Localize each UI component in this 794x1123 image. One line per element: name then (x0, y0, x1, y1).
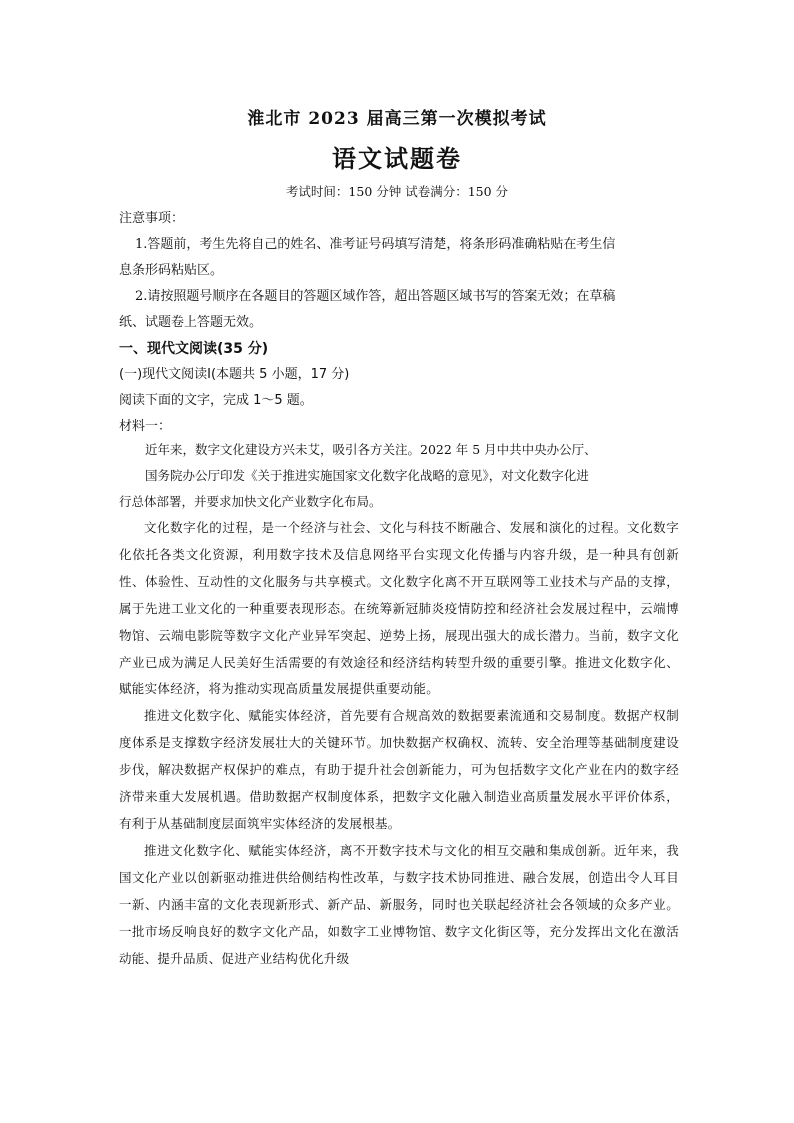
para1-line-2: 国务院办公厅印发《关于推进实施国家文化数字化战略的意见》，对文化数字化进 (145, 468, 589, 483)
passage-block (119, 437, 679, 972)
paragraph-4: 推进文化数字化、赋能实体经济，离不开数字技术与文化的相互交融和集成创新。近年来，我国文化产业以创新驱动推进供给侧结构性改革，与数字技术协同推进、融合发展，创造出令人耳目一新、内涵丰富的文化表现新形式、新产品、新服务，同时也关联起经济社会各领域的众多产业。一批市场反响良好的数字文化产品，如数字工业博物馆、数字文化街区等，充分发挥出文化在激活动能、提升品质、促进产业结构优化升级 (119, 842, 679, 966)
paragraph-3: 推进文化数字化、赋能实体经济，首先要有合规高效的数据要素流通和交易制度。数据产权制度体系是支撑数字经济发展壮大的关键环节。加快数据产权确权、流转、安全治理等基础制度建设步伐，解决数据产权保护的难点，有助于提升社会创新能力，可为包括数字文化产业在内的数字经济带来重大发展机遇。借助数据产权制度体系，把数字文化融入制造业高质量发展水平评价体系，有利于从基础制度层面筑牢实体经济的发展根基。 (119, 708, 679, 831)
notes-block (119, 206, 679, 440)
notes-heading: 注意事项： (119, 211, 185, 226)
reading-instruction: 阅读下面的文字，完成 1～5 题。 (119, 393, 313, 408)
note-item-1-line-1: 1.答题前，考生先将自己的姓名、准考证号码填写清楚，将条形码准确粘贴在考生信 (135, 237, 616, 252)
material-label: 材料一： (119, 419, 172, 434)
exam-title: 淮北市 2023 届高三第一次模拟考试 (247, 109, 547, 129)
exam-info: 考试时间：150 分钟 试卷满分：150 分 (285, 184, 509, 199)
section-heading: 一、现代文阅读(35 分) (119, 341, 269, 357)
note-item-2-line-1: 2.请按照题号顺序在各题目的答题区域作答，超出答题区域书写的答案无效；在草稿 (135, 289, 616, 304)
para1-line-3: 行总体部署，并要求加快文化产业数字化布局。 (119, 494, 382, 509)
note-item-2-line-2: 纸、试题卷上答题无效。 (119, 315, 263, 330)
para1-line-1: 近年来，数字文化建设方兴未艾，吸引各方关注。2022 年 5 月中共中央办公厅、 (145, 442, 597, 457)
subject-title: 语文试题卷 (332, 144, 462, 173)
paragraph-2: 文化数字化的过程，是一个经济与社会、文化与科技不断融合、发展和演化的过程。文化数字化依托各类文化资源，利用数字技术及信息网络平台实现文化传播与内容升级，是一种具有创新性、体验性、互动性的文化服务与共享模式。文化数字化离不开互联网等工业技术与产品的支撑，属于先进工业文化的一种重要表现形态。在统筹新冠肺炎疫情防控和经济社会发展过程中，云端博物馆、云端电影院等数字文化产业异军突起、逆势上扬，展现出强大的成长潜力。当前，数字文化产业已成为满足人民美好生活需要的有效途径和经济结构转型升级的重要引擎。推进文化数字化、赋能实体经济，将为推动实现高质量发展提供重要动能。 (119, 520, 679, 697)
sub-section-heading: (一)现代文阅读Ⅰ(本题共 5 小题，17 分) (119, 367, 350, 382)
note-item-1-line-2: 息条形码粘贴区。 (119, 263, 224, 278)
